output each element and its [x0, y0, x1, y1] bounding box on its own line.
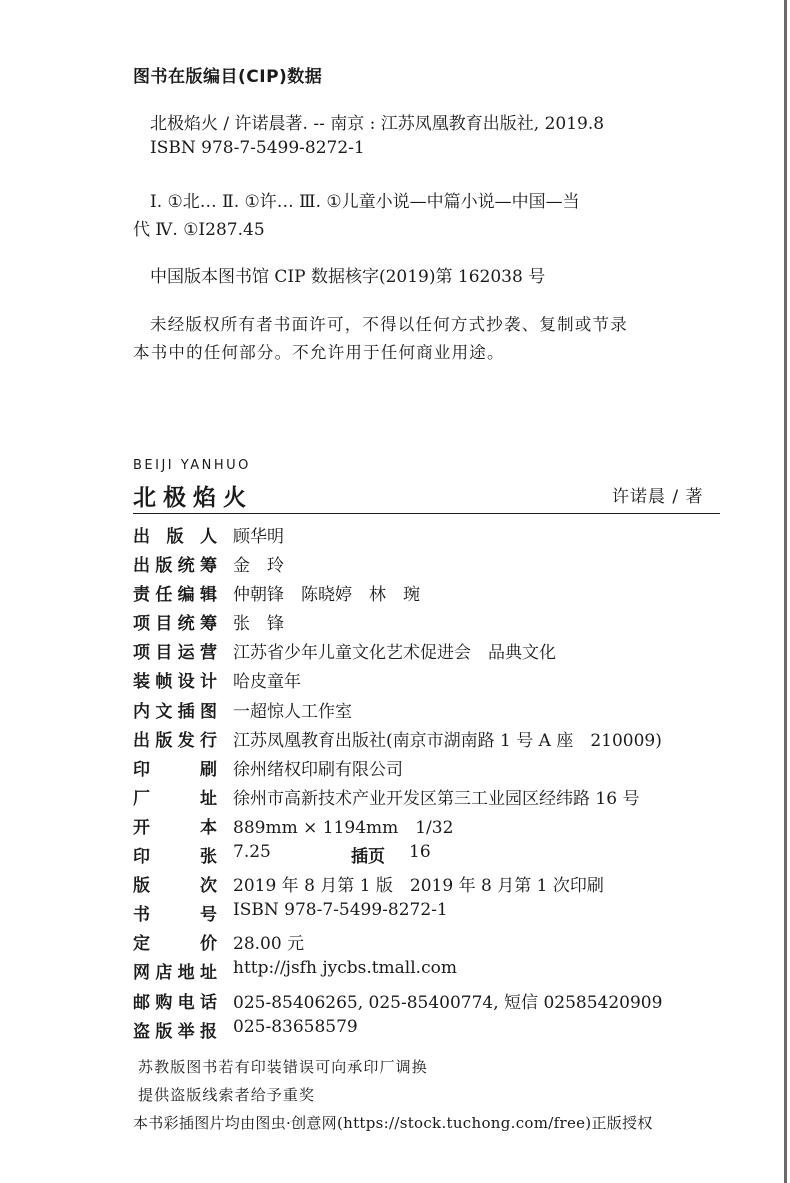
- detail-row: [133, 667, 733, 696]
- detail-row: [133, 609, 733, 638]
- detail-label: 书 号: [133, 905, 217, 926]
- detail-value: 哈皮童年: [233, 672, 301, 693]
- detail-label: 印 刷: [133, 759, 217, 780]
- detail-label: 装 帧 设 计: [133, 672, 217, 693]
- copyright-notice-line: 本书中的任何部分。不允许用于任何商业用途。: [133, 343, 505, 362]
- detail-row: [133, 784, 733, 813]
- detail-row: [133, 638, 733, 667]
- detail-value: 025-85406265, 025-85400774, 短信 02585420909: [233, 992, 663, 1013]
- detail-value: 江苏省少年儿童文化艺术促进会 品典文化: [233, 643, 556, 664]
- detail-value: 一超惊人工作室: [233, 701, 352, 722]
- detail-label: 定 价: [133, 934, 217, 955]
- detail-value: 仲朝锋 陈晓婷 林 琬: [233, 585, 420, 606]
- detail-value: 889mm × 1194mm 1/32: [233, 817, 454, 838]
- cip-bibliographic-line: 北极焰火 / 许诺晨著. -- 南京 : 江苏凤凰教育出版社, 2019.8: [150, 114, 605, 134]
- detail-value: 7.25: [233, 842, 271, 863]
- detail-label: 责 任 编 辑: [133, 585, 217, 606]
- cip-classification-line-cont: 代 Ⅳ. ①I287.45: [133, 220, 265, 240]
- detail-value: 张 锋: [233, 614, 284, 635]
- detail-value: 28.00 元: [233, 934, 305, 955]
- detail-value: 2019 年 8 月第 1 版 2019 年 8 月第 1 次印刷: [233, 876, 604, 897]
- detail-label: 盗 版 举 报: [133, 1021, 217, 1042]
- cip-isbn-line: ISBN 978-7-5499-8272-1: [150, 138, 365, 158]
- detail-row: [133, 929, 733, 958]
- detail-label: 出 版 发 行: [133, 730, 217, 751]
- detail-sub-label: 插页: [351, 847, 385, 868]
- detail-value: http://jsfh jycbs.tmall.com: [233, 958, 457, 979]
- detail-row: [133, 726, 733, 755]
- footer-notice-line: 提供盗版线索者给予重奖: [138, 1086, 316, 1104]
- detail-row: [133, 958, 733, 987]
- detail-row: [133, 551, 733, 580]
- detail-row: [133, 813, 733, 842]
- detail-row: [133, 697, 733, 726]
- detail-row: [133, 1017, 733, 1046]
- detail-value: 徐州绪权印刷有限公司: [233, 759, 403, 780]
- footer-image-credit: 本书彩插图片均由图虫·创意网(https://stock.tuchong.com/free)正版授权: [133, 1114, 653, 1132]
- detail-row: [133, 755, 733, 784]
- copyright-notice-line: 未经版权所有者书面许可，不得以任何方式抄袭、复制或节录: [150, 315, 628, 334]
- detail-label: 邮 购 电 话: [133, 992, 217, 1013]
- detail-label: 项 目 统 筹: [133, 614, 217, 635]
- book-title-pinyin: BEIJI YANHUO: [133, 458, 251, 473]
- detail-value: 顾华明: [233, 527, 284, 547]
- detail-label: 印 张: [133, 847, 217, 868]
- detail-row: [133, 988, 733, 1017]
- detail-label: 网 店 地 址: [133, 963, 217, 984]
- detail-label: 出 版 统 筹: [133, 556, 217, 577]
- detail-label: 内 文 插 图: [133, 701, 217, 722]
- detail-sub-value: 16: [409, 842, 431, 863]
- footer-notice-line: 苏教版图书若有印装错误可向承印厂调换: [138, 1058, 428, 1076]
- publication-details: [133, 522, 733, 1046]
- detail-value: 江苏凤凰教育出版社(南京市湖南路 1 号 A 座 210009): [233, 730, 662, 751]
- cip-heading: 图书在版编目(CIP)数据: [133, 67, 323, 87]
- detail-label: 版 次: [133, 876, 217, 897]
- detail-row: [133, 842, 733, 871]
- detail-value: ISBN 978-7-5499-8272-1: [233, 900, 448, 921]
- detail-row: [133, 522, 733, 551]
- cip-record-number: 中国版本图书馆 CIP 数据核字(2019)第 162038 号: [150, 267, 546, 287]
- detail-row: [133, 871, 733, 900]
- book-author: 许诺晨 / 著: [612, 487, 704, 507]
- detail-label: 厂 址: [133, 788, 217, 809]
- detail-value: 025-83658579: [233, 1016, 358, 1037]
- title-divider: [133, 513, 720, 514]
- book-title: 北极焰火: [133, 485, 253, 511]
- detail-row: [133, 900, 733, 929]
- cip-classification-line: Ⅰ. ①北… Ⅱ. ①许… Ⅲ. ①儿童小说—中篇小说—中国—当: [150, 192, 580, 212]
- detail-value: 金 玲: [233, 556, 284, 577]
- detail-label: 项 目 运 营: [133, 643, 217, 664]
- detail-row: [133, 580, 733, 609]
- detail-label: 开 本: [133, 817, 217, 838]
- detail-label: 出 版 人: [133, 527, 217, 547]
- detail-value: 徐州市高新技术产业开发区第三工业园区经纬路 16 号: [233, 788, 640, 809]
